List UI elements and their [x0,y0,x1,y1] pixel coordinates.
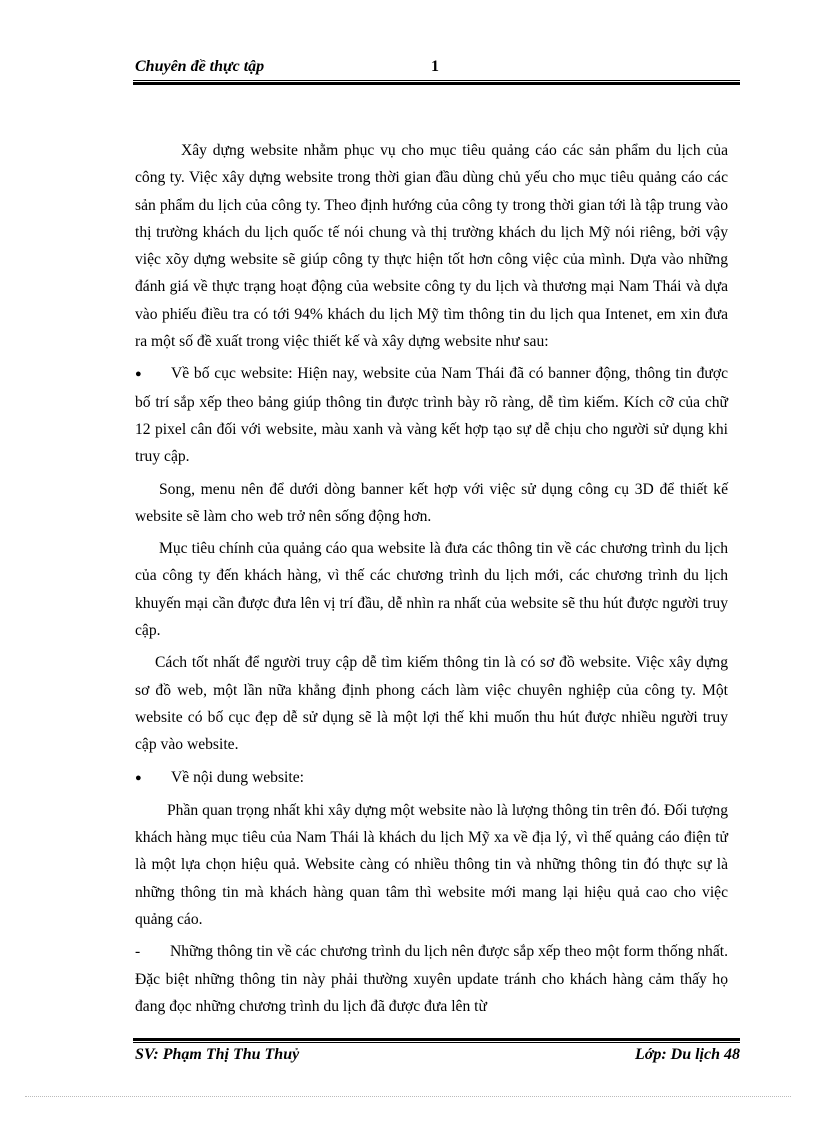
dash-mark: - [135,943,141,961]
header-title: Chuyên đề thực tập [135,58,265,75]
paragraph-content: Phần quan trọng nhất khi xây dựng một website nào là lượng thông tin trên đó. Đối tượng khách hàng mục tiêu của Nam Thái là khách du lịch Mỹ xa về địa lý, vì thế quảng cáo điện tử là một lựa chọn hiệu quả. Website càng có nhiều thông tin và những thông tin đó thực sự là những thông tin mà khách hàng quan tâm thì website mới mang lại hiệu quả cao cho việc quảng cáo. [135,801,728,929]
footer-class: Lớp: Du lịch 48 [634,1046,740,1063]
document-body [135,137,728,1020]
bullet-layout-text: Về bố cục website: Hiện nay, website của Nam Thái đã có banner động, thông tin được bố trí sắp xếp theo bảng giúp thông tin được trình bày rõ ràng, dễ tìm kiếm. Kích cỡ của chữ 12 pixel cân đối với website, màu xanh và vàng kết hợp tạo sự dễ chịu cho người sử dụng khi truy cập. [135,365,728,466]
paragraph-goal: Mục tiêu chính của quảng cáo qua website là đưa các thông tin về các chương trình du lịch của công ty đến khách hàng, vì thế các chương trình du lịch mới, các chương trình du lịch khuyến mại cần được đưa lên vị trí đầu, dễ nhìn ra nhất của website sẽ thu hút được người truy cập. [135,540,728,640]
page-number: 1 [431,58,439,75]
bullet-content [135,764,728,792]
bullet-icon: ● [135,368,142,381]
page-footer [135,1046,740,1068]
header-rule [133,80,740,85]
bullet-icon: ● [135,771,142,784]
dash-item-text: Những thông tin về các chương trình du lịch nên được sắp xếp theo một form thống nhất. Đặc biệt những thông tin này phải thường xuyên update tránh cho khách hàng cảm thấy họ đang đọc những chương trình du lịch đã được đưa lên từ [135,943,728,1015]
paragraph-intro: Xây dựng website nhằm phục vụ cho mục tiêu quảng cáo các sản phẩm du lịch của công ty. Việc xây dựng website trong thời gian đầu dùng chủ yếu cho mục tiêu quảng cáo các sản phẩm du lịch của công ty. Theo định hướng của công ty trong thời gian tới là tập trung vào thị trường khách du lịch quốc tế nói chung và thị trường khách du lịch Mỹ nói riêng, bởi vậy việc xõy dựng website sẽ giúp công ty thực hiện tốt hơn công việc của mình. Dựa vào những đánh giá về thực trạng hoạt động của website công ty du lịch và thương mại Nam Thái và dựa vào phiếu điều tra có tới 94% khách du lịch Mỹ tìm thông tin du lịch qua Intenet, em xin đưa ra một số đề xuất trong việc thiết kế và xây dựng website như sau: [135,142,728,351]
dash-item-form [135,938,728,1020]
page-header [133,58,740,80]
bullet-layout [135,360,728,470]
paragraph-menu: Song, menu nên để dưới dòng banner kết hợp với việc sử dụng công cụ 3D để thiết kế website sẽ làm cho web trở nên sống động hơn. [135,480,728,525]
paragraph-sitemap: Cách tốt nhất để người truy cập dễ tìm kiếm thông tin là có sơ đồ website. Việc xây dựng sơ đồ web, một lần nữa khẳng định phong cách làm việc chuyên nghiệp của công ty. Một website có bố cục đẹp dễ sử dụng sẽ là một lợi thế khi muốn thu hút được nhiều người truy cập vào website. [135,654,728,754]
bullet-content-text: Về nội dung website: [171,768,304,786]
footer-student: SV: Phạm Thị Thu Thuỷ [135,1046,300,1063]
page-edge-dotted-line [25,1096,791,1097]
footer-rule [133,1038,740,1043]
